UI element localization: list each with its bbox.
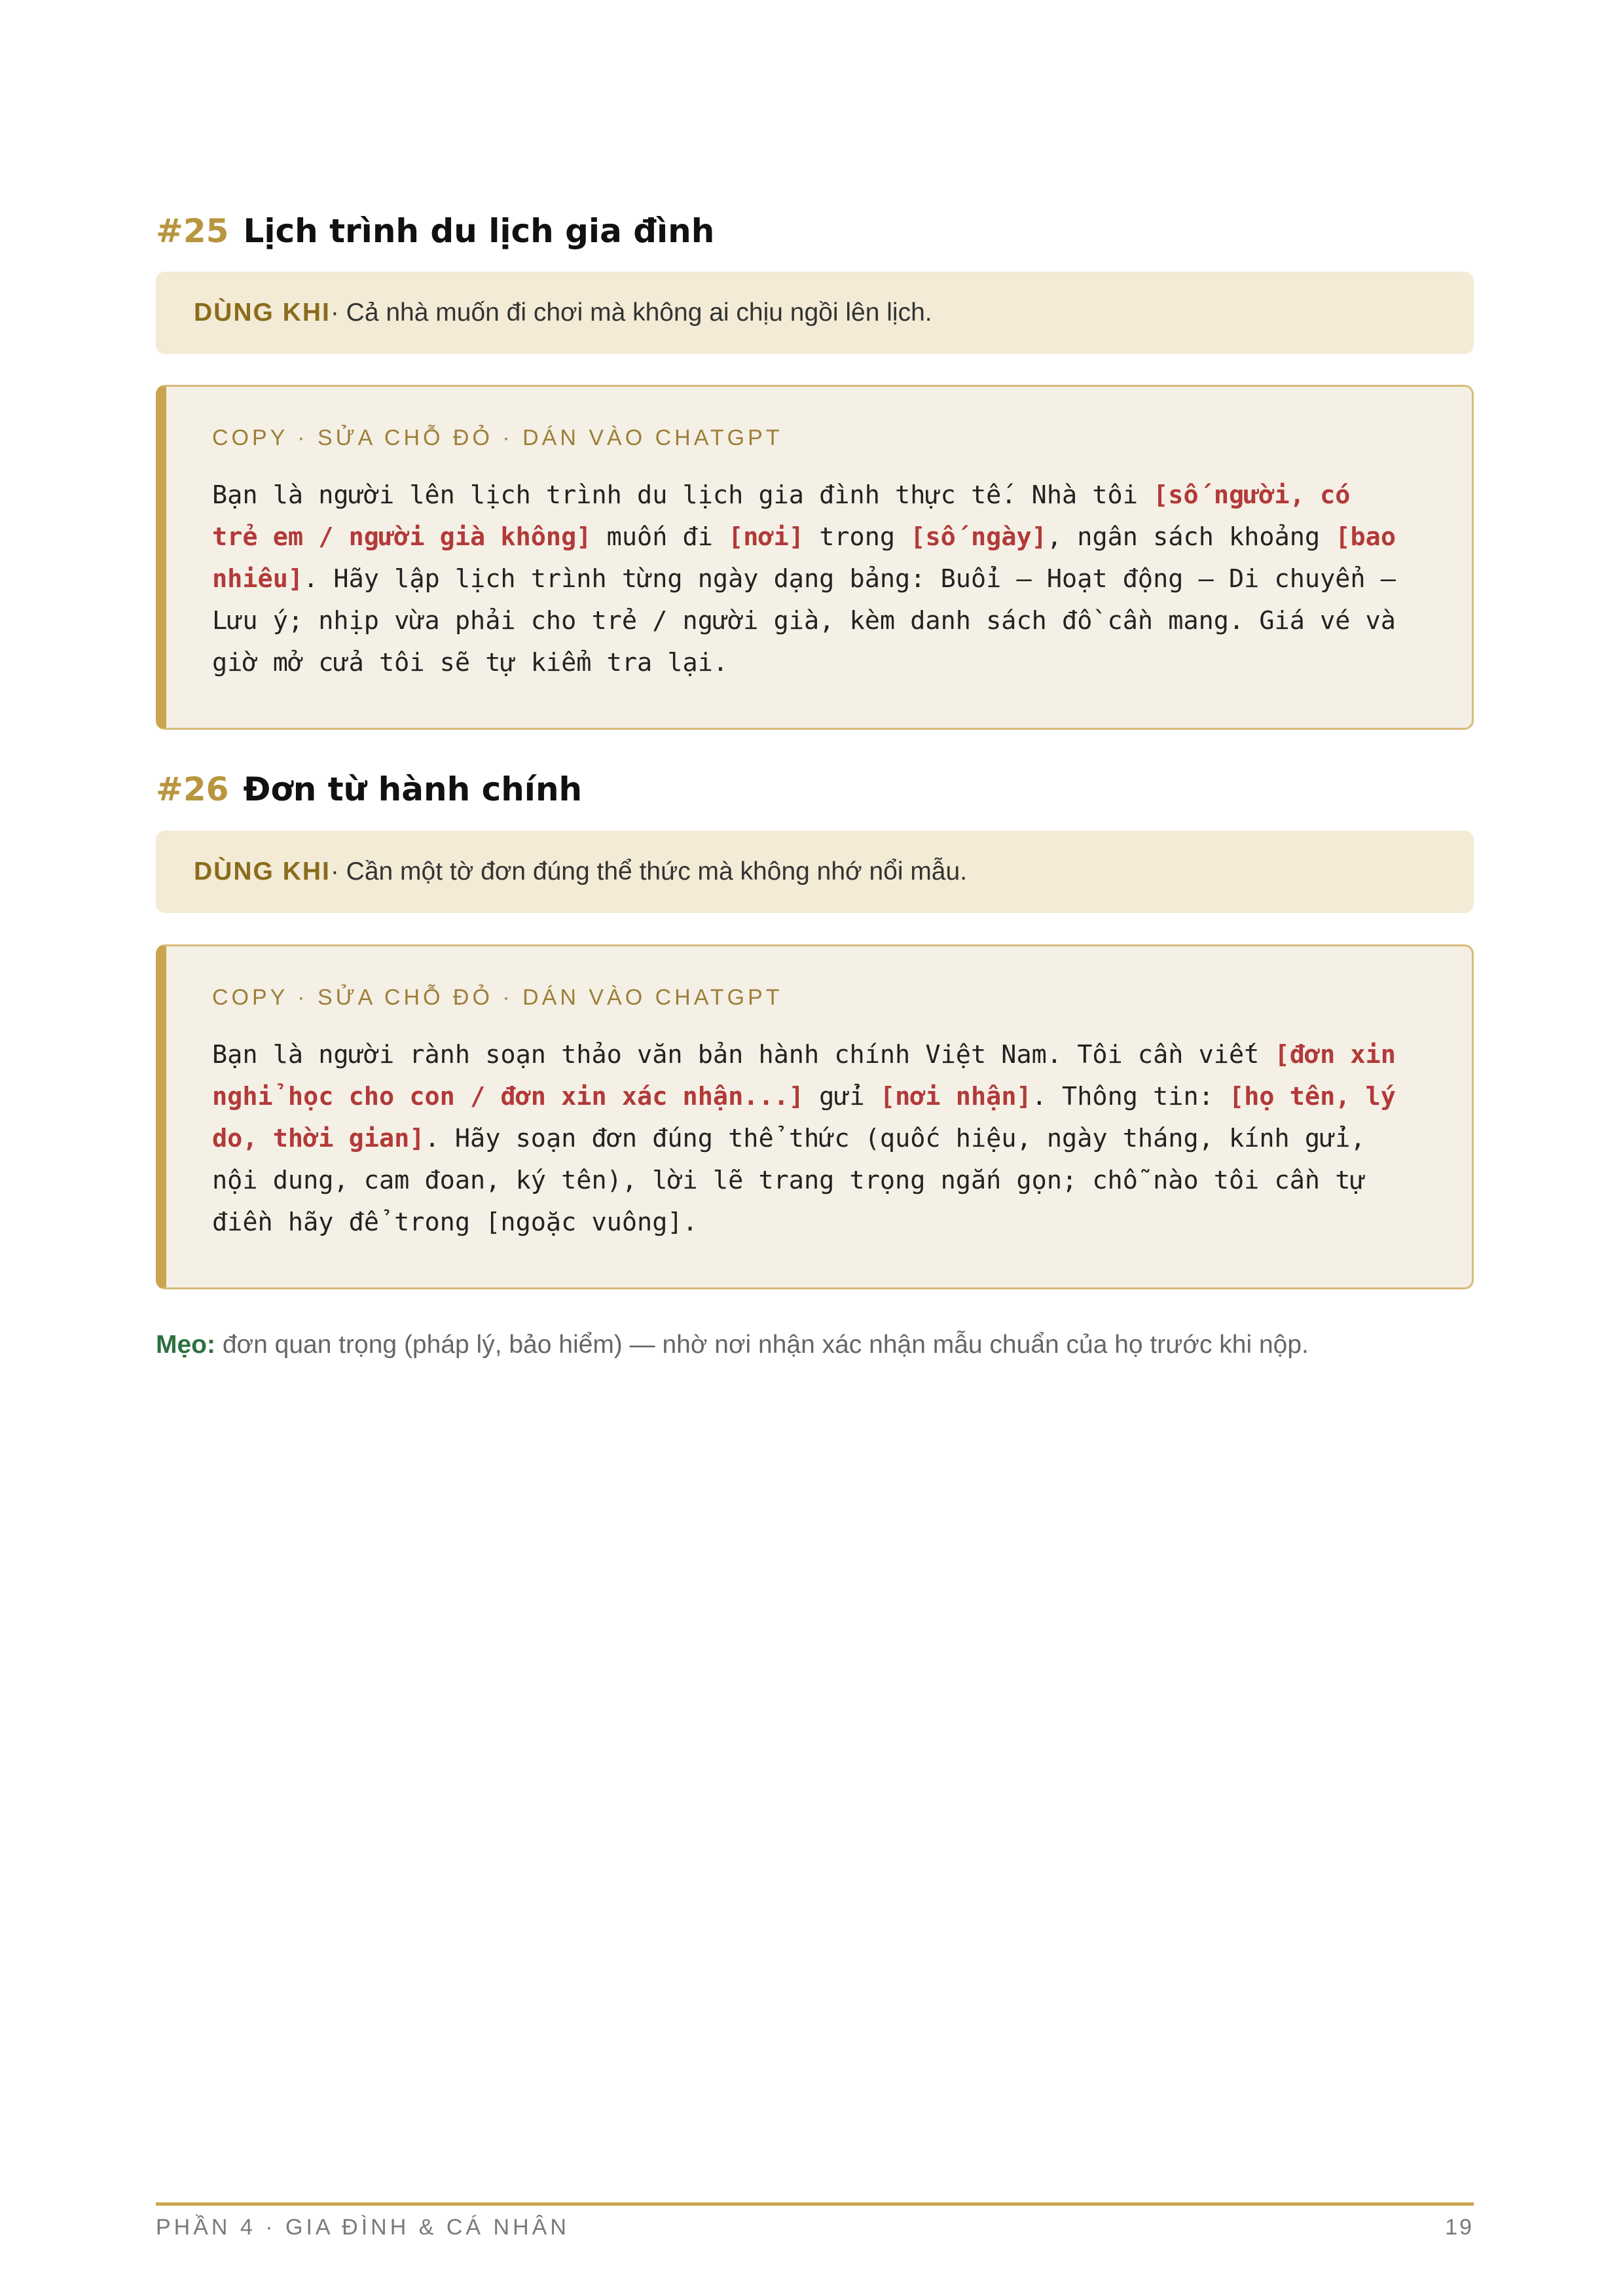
placeholder-text: trẻ em / người già không] (212, 522, 592, 552)
prompt-segment: Bạn là người rành soạn thảo văn bản hành chính Việt Nam. Tôi cần viết (212, 1040, 1275, 1069)
section-title (156, 763, 582, 816)
prompt-segment: gửi (803, 1082, 880, 1111)
page-number: 19 (1445, 2215, 1474, 2240)
prompt-segment: . Hãy lập lịch trình từng ngày dạng bảng: Buổi — Hoạt động — Di chuyển — (303, 564, 1396, 594)
prompt-segment: giờ mở cửa tôi sẽ tự kiểm tra lại. (212, 648, 729, 677)
placeholder-text: [nơi] (728, 522, 805, 552)
prompt-segment: nội dung, cam đoan, ký tên), lời lẽ trang trọng ngắn gọn; chỗ nào tôi cần tự (212, 1166, 1366, 1195)
prompt-segment: . Hãy soạn đơn đúng thể thức (quốc hiệu, ngày tháng, kính gửi, (424, 1124, 1366, 1153)
prompt-segment: trong (804, 522, 911, 552)
placeholder-text: nhiêu] (212, 564, 304, 594)
placeholder-text: nghỉ học cho con / đơn xin xác nhận...] (212, 1082, 804, 1111)
prompt-line (212, 516, 1432, 558)
footer-rule (156, 2202, 1474, 2206)
prompt-segment: Lưu ý; nhịp vừa phải cho trẻ / người già, kèm danh sách đồ cần mang. Giá vé và (212, 606, 1396, 636)
use-when-label: DÙNG KHI (194, 857, 331, 886)
prompt-line (212, 1076, 1432, 1118)
prompt-segment: . Thông tin: (1031, 1082, 1230, 1111)
placeholder-text: [họ tên, lý (1229, 1082, 1396, 1111)
prompt-box (156, 944, 1474, 1289)
prompt-line (212, 1202, 1432, 1244)
placeholder-text: [nơi nhận] (879, 1082, 1032, 1111)
prompt-line (212, 475, 1432, 516)
prompt-segment: muốn đi (591, 522, 729, 552)
prompt-line (212, 642, 1432, 684)
prompt-segment: , ngân sách khoảng (1046, 522, 1336, 552)
prompt-label: COPY · SỬA CHỖ ĐỎ · DÁN VÀO CHATGPT (212, 985, 783, 1010)
prompt-label: COPY · SỬA CHỖ ĐỎ · DÁN VÀO CHATGPT (212, 425, 783, 450)
prompt-line (212, 558, 1432, 600)
tip-text: đơn quan trọng (pháp lý, bảo hiểm) — nhờ nơi nhận xác nhận mẫu chuẩn của họ trước khi nộp. (215, 1331, 1309, 1359)
prompt-box (156, 385, 1474, 730)
section-number: #25 (156, 212, 229, 250)
placeholder-text: [số người, có (1153, 480, 1351, 510)
use-when-label: DÙNG KHI (194, 298, 331, 327)
prompt-line (212, 600, 1432, 642)
prompt-text[interactable] (212, 475, 1432, 684)
section-title-text: Lịch trình du lịch gia đình (243, 212, 715, 250)
section-title (156, 205, 714, 257)
placeholder-text: [số ngày] (910, 522, 1047, 552)
prompt-line (212, 1160, 1432, 1202)
prompt-text[interactable] (212, 1034, 1432, 1244)
prompt-segment: điền hãy để trong [ngoặc vuông]. (212, 1208, 698, 1237)
prompt-segment: Bạn là người lên lịch trình du lịch gia đình thực tế. Nhà tôi (212, 480, 1154, 510)
tip-note (156, 1327, 1309, 1363)
use-when-box (156, 272, 1474, 354)
footer-section-name: PHẦN 4 · GIA ĐÌNH & CÁ NHÂN (156, 2215, 570, 2240)
use-when-text: · Cả nhà muốn đi chơi mà không ai chịu ngồi lên lịch. (330, 298, 932, 327)
section-number: #26 (156, 770, 229, 808)
placeholder-text: do, thời gian] (212, 1124, 425, 1153)
use-when-text: · Cần một tờ đơn đúng thể thức mà không nhớ nổi mẫu. (330, 857, 968, 886)
prompt-line (212, 1034, 1432, 1076)
placeholder-text: [đơn xin (1274, 1040, 1396, 1069)
section-title-text: Đơn từ hành chính (243, 770, 583, 808)
use-when-box (156, 831, 1474, 913)
tip-label: Mẹo: (156, 1331, 215, 1359)
placeholder-text: [bao (1335, 522, 1396, 552)
prompt-line (212, 1118, 1432, 1160)
